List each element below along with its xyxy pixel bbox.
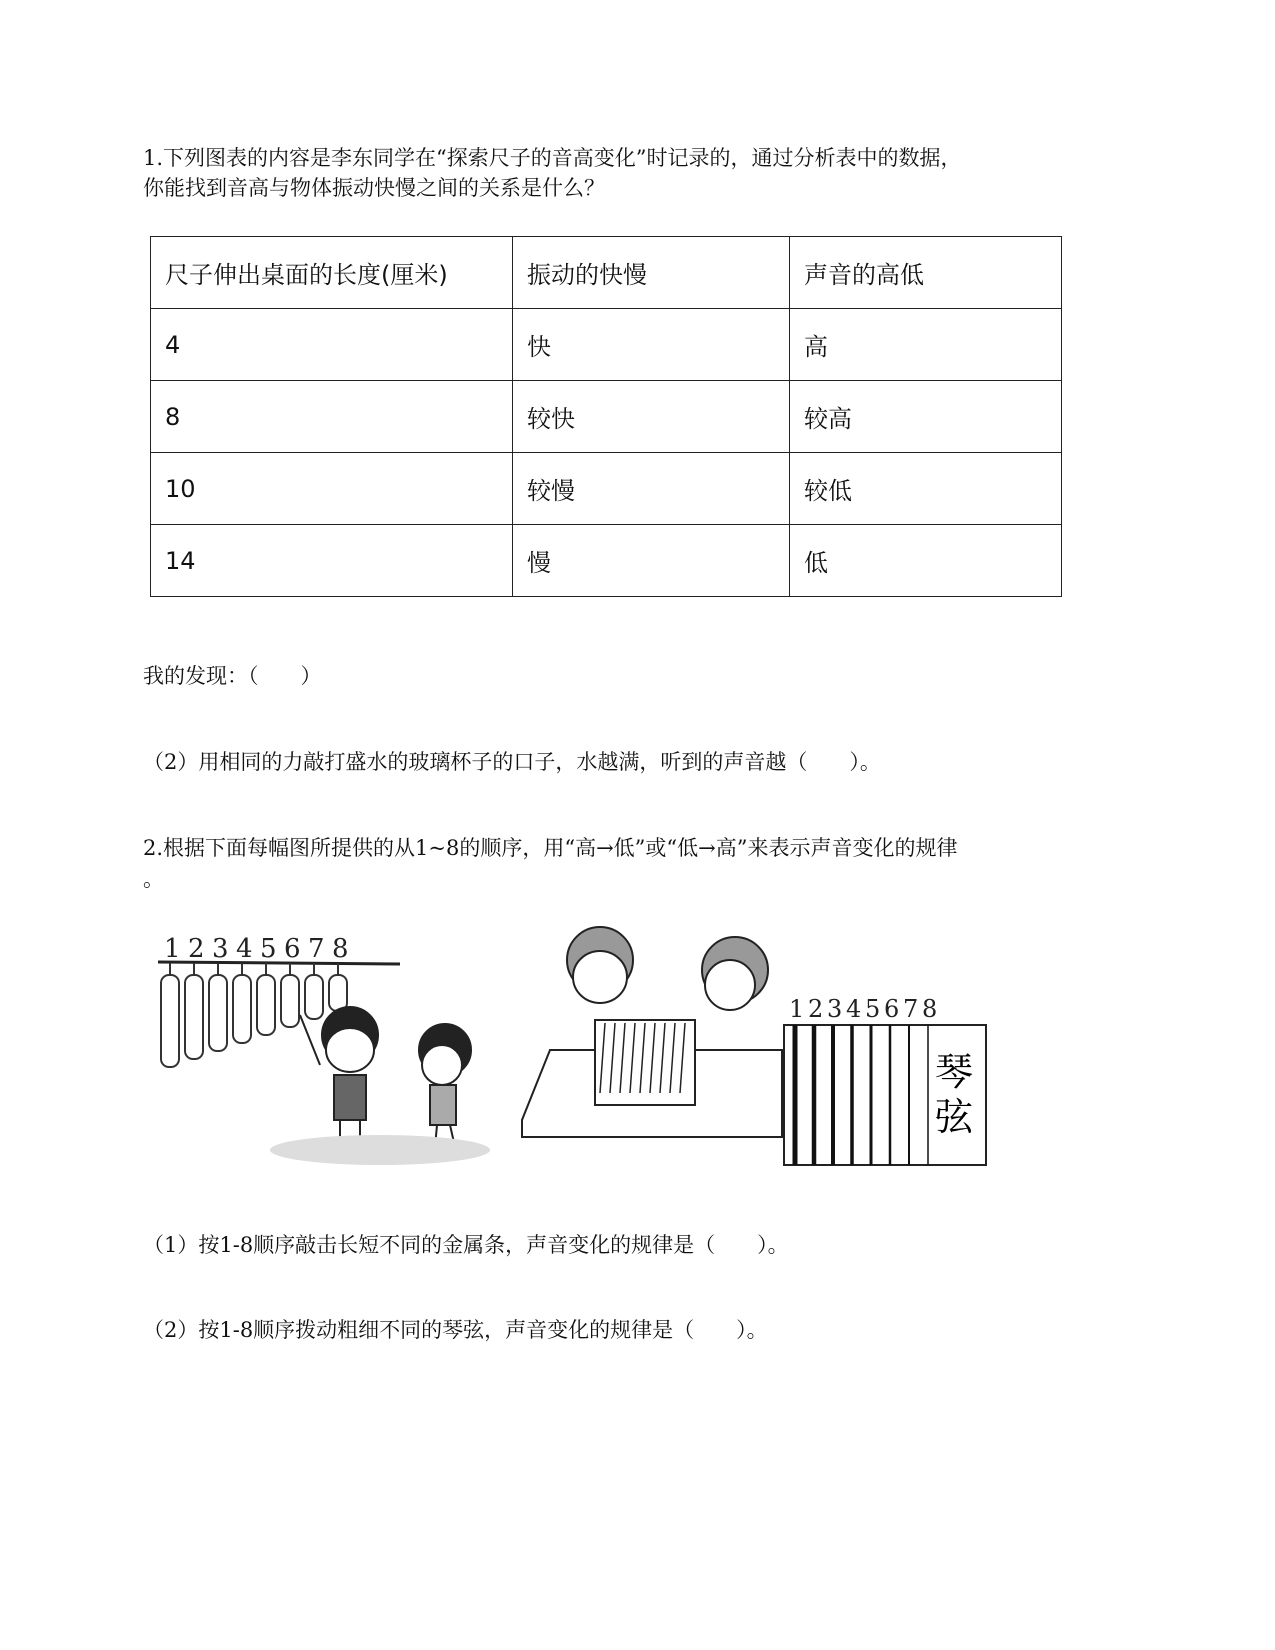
- bell-number: 1: [164, 934, 181, 964]
- q2-text-line1: 2.根据下面每幅图所提供的从1~8的顺序，用“高→低”或“低→高”来表示声音变化的规律: [143, 836, 958, 860]
- metal-bar: [161, 975, 179, 1067]
- table-row: [151, 525, 1062, 597]
- table-cell: 较慢: [513, 453, 790, 525]
- q1-sub2: （2）用相同的力敲打盛水的玻璃杯子的口子，水越满，听到的声音越（ ）。: [143, 750, 881, 774]
- q2-sub2: （2）按1-8顺序拨动粗细不同的琴弦，声音变化的规律是（ ）。: [143, 1318, 768, 1342]
- string-number: 5: [865, 995, 881, 1023]
- illustration: [150, 915, 1000, 1175]
- bell-number: 8: [332, 934, 349, 964]
- header-cell: 振动的快慢: [513, 237, 790, 309]
- zither-figure: [522, 927, 782, 1137]
- table-header-row: [151, 237, 1062, 309]
- metal-bar: [209, 975, 227, 1051]
- bell-number: 4: [236, 934, 253, 964]
- q1-finding: 我的发现：（ ）: [143, 664, 322, 688]
- table-cell: 较高: [790, 381, 1062, 453]
- bell-number: 6: [284, 934, 301, 964]
- table-cell: 较快: [513, 381, 790, 453]
- q2-text-line2: 。: [143, 867, 164, 891]
- table-cell: 8: [151, 381, 513, 453]
- bell-number: 7: [308, 934, 325, 964]
- table-row: [151, 309, 1062, 381]
- table-row: [151, 453, 1062, 525]
- q2-sub1: （1）按1-8顺序敲击长短不同的金属条，声音变化的规律是（ ）。: [143, 1233, 789, 1257]
- table-cell: 高: [790, 309, 1062, 381]
- string-number: 6: [884, 995, 900, 1023]
- metal-bar: [233, 975, 251, 1043]
- string-number: 8: [922, 995, 938, 1023]
- table-cell: 14: [151, 525, 513, 597]
- string-number: 1: [789, 995, 805, 1023]
- table-cell: 慢: [513, 525, 790, 597]
- string-number: 2: [808, 995, 824, 1023]
- table-cell: 低: [790, 525, 1062, 597]
- string-label-2: 弦: [935, 1095, 974, 1139]
- bell-number: 3: [212, 934, 229, 964]
- string-board: [784, 995, 986, 1165]
- string-number: 7: [903, 995, 919, 1023]
- girl-figure: [419, 1024, 471, 1147]
- ground-shadow: [270, 1135, 490, 1165]
- bell-number: 2: [188, 934, 205, 964]
- table-row: [151, 381, 1062, 453]
- string-number: 4: [846, 995, 862, 1023]
- q1-text-line1: 1.下列图表的内容是李东同学在“探索尺子的音高变化”时记录的，通过分析表中的数据，: [143, 146, 962, 170]
- metal-bar: [305, 975, 323, 1019]
- header-cell: 声音的高低: [790, 237, 1062, 309]
- metal-bar: [329, 975, 347, 1011]
- boy-figure: [300, 1007, 378, 1147]
- table-cell: 4: [151, 309, 513, 381]
- q1-text-line2: 你能找到音高与物体振动快慢之间的关系是什么？: [143, 176, 605, 200]
- metal-bar: [185, 975, 203, 1059]
- data-table: [150, 236, 1062, 597]
- table-cell: 10: [151, 453, 513, 525]
- metal-bar: [257, 975, 275, 1035]
- metal-bar: [281, 975, 299, 1027]
- bell-number: 5: [260, 934, 277, 964]
- string-label-1: 琴: [935, 1050, 974, 1094]
- table-cell: 快: [513, 309, 790, 381]
- table-cell: 较低: [790, 453, 1062, 525]
- string-number: 3: [827, 995, 843, 1023]
- header-cell: 尺子伸出桌面的长度(厘米): [151, 237, 513, 309]
